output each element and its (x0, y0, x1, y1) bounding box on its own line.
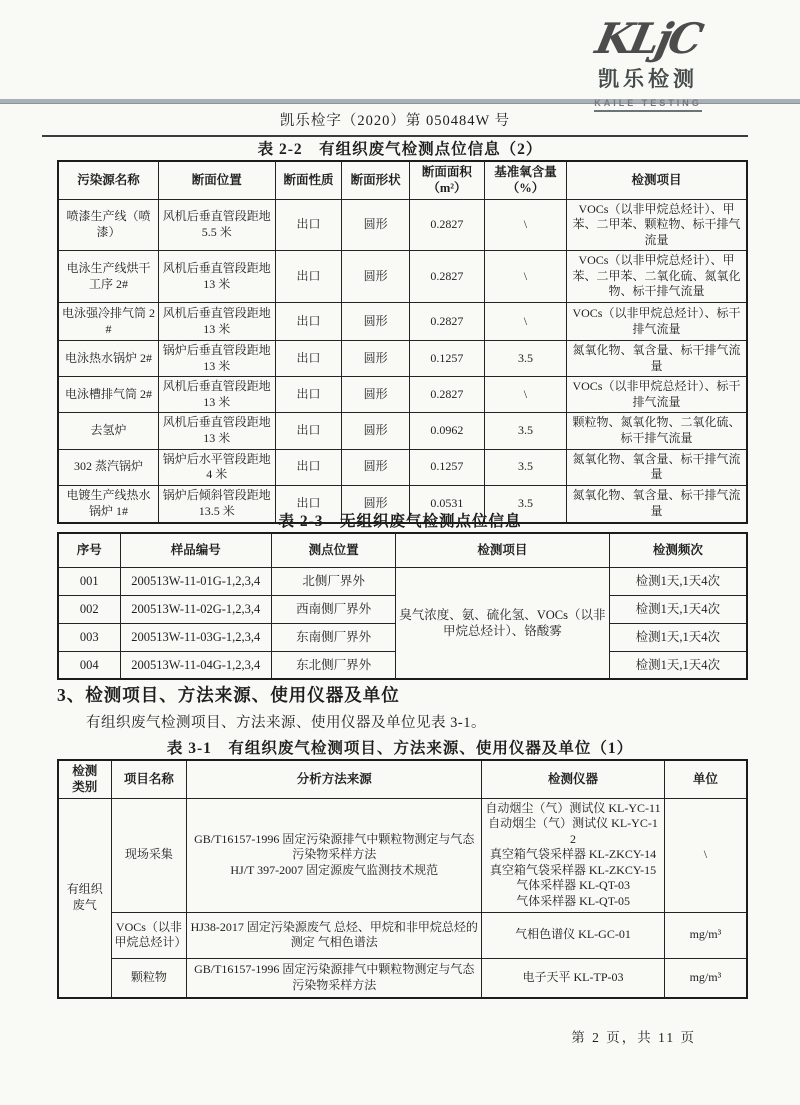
table-cell: mg/m³ (664, 912, 747, 958)
table-cell: 检测1天,1天4次 (609, 623, 747, 651)
table-cell: 电泳强冷排气筒 2# (58, 303, 159, 341)
table-cell: 电泳热水锅炉 2# (58, 341, 159, 377)
table-cell: 现场采集 (111, 798, 187, 912)
table-cell: 东南侧厂界外 (272, 623, 396, 651)
table-cell: 圆形 (342, 341, 410, 377)
table-organized-waste-gas-points (57, 160, 748, 524)
table-cell: 出口 (275, 341, 342, 377)
table-cell: 0.2827 (409, 199, 484, 251)
table-cell: 氮氧化物、氧含量、标干排气流量 (566, 485, 747, 523)
table-cell: 0.2827 (409, 251, 484, 303)
column-header: 单位 (664, 760, 747, 798)
table-cell: 锅炉后倾斜管段距地 13.5 米 (159, 485, 275, 523)
column-header: 污染源名称 (58, 161, 159, 199)
column-header: 检测 类别 (58, 760, 111, 798)
table-cell: 0.0531 (409, 485, 484, 523)
table-cell: VOCs（以非甲烷总烃计）、标干排气流量 (566, 377, 747, 413)
company-logo (548, 14, 748, 112)
column-header: 测点位置 (272, 533, 396, 567)
table-row (58, 199, 747, 251)
table-methods-instruments (57, 759, 748, 999)
table-cell: 氮氧化物、氧含量、标干排气流量 (566, 449, 747, 485)
table-cell: 004 (58, 651, 120, 679)
table-cell: 302 蒸汽锅炉 (58, 449, 159, 485)
table-cell: VOCs（以非甲烷总烃计）、甲苯、二甲苯、颗粒物、标干排气流量 (566, 199, 747, 251)
column-header: 分析方法来源 (187, 760, 482, 798)
table-cell: 200513W-11-02G-1,2,3,4 (120, 595, 272, 623)
table-cell: 喷漆生产线（喷漆） (58, 199, 159, 251)
table-cell: 颗粒物、氮氧化物、二氧化硫、标干排气流量 (566, 413, 747, 449)
section-3-heading: 3、检测项目、方法来源、使用仪器及单位 (57, 685, 400, 705)
column-header: 检测项目 (566, 161, 747, 199)
table-cell: 风机后垂直管段距地 13 米 (159, 303, 275, 341)
table-row (58, 449, 747, 485)
table-cell: 去氢炉 (58, 413, 159, 449)
table-cell: 出口 (275, 199, 342, 251)
table-cell: \ (664, 798, 747, 912)
table-cell: 东北侧厂界外 (272, 651, 396, 679)
table-cell: 001 (58, 567, 120, 595)
table-row (58, 377, 747, 413)
column-header: 样品编号 (120, 533, 272, 567)
table-row (58, 341, 747, 377)
column-header: 检测仪器 (482, 760, 665, 798)
table-cell: mg/m³ (664, 958, 747, 998)
table-cell: 002 (58, 595, 120, 623)
table-cell: \ (484, 377, 566, 413)
column-header: 断面位置 (159, 161, 275, 199)
document-number: 凯乐检字（2020）第 050484W 号 (42, 109, 748, 137)
table-cell: 臭气浓度、氨、硫化氢、VOCs（以非甲烷总烃计）、铬酸雾 (396, 567, 610, 679)
table-cell: 003 (58, 623, 120, 651)
column-header: 断面性质 (275, 161, 342, 199)
column-header: 断面形状 (342, 161, 410, 199)
table-cell: 有组织 废气 (58, 798, 111, 998)
table-cell: \ (484, 199, 566, 251)
table-cell: 出口 (275, 449, 342, 485)
table-cell: 出口 (275, 377, 342, 413)
table-cell: 西南侧厂界外 (272, 595, 396, 623)
table-2-2-title: 表 2-2 有组织废气检测点位信息（2） (257, 141, 543, 158)
header-row (58, 533, 747, 567)
column-header: 断面面积 （m²） (409, 161, 484, 199)
column-header: 基准氧含量 （%） (484, 161, 566, 199)
table-cell: 锅炉后水平管段距地 4 米 (159, 449, 275, 485)
table-cell: 风机后垂直管段距地 13 米 (159, 251, 275, 303)
table-cell: 200513W-11-03G-1,2,3,4 (120, 623, 272, 651)
column-header: 序号 (58, 533, 120, 567)
column-header: 项目名称 (111, 760, 187, 798)
table-cell: 检测1天,1天4次 (609, 567, 747, 595)
table-row (58, 567, 747, 595)
table-cell: 北侧厂界外 (272, 567, 396, 595)
logo-company-name-en: KAILE TESTING (594, 98, 702, 112)
table-row (58, 303, 747, 341)
table-cell: 出口 (275, 413, 342, 449)
table-cell: 圆形 (342, 199, 410, 251)
table-cell: 风机后垂直管段距地 5.5 米 (159, 199, 275, 251)
table-cell: 3.5 (484, 485, 566, 523)
table-cell: 200513W-11-01G-1,2,3,4 (120, 567, 272, 595)
table-cell: 氮氧化物、氧含量、标干排气流量 (566, 341, 747, 377)
header-row (58, 760, 747, 798)
table-cell: 圆形 (342, 485, 410, 523)
table-cell: 3.5 (484, 449, 566, 485)
table-cell: 0.0962 (409, 413, 484, 449)
table-cell: VOCs（以非甲烷总烃计）、甲苯、二甲苯、二氧化硫、氮氧化物、标干排气流量 (566, 251, 747, 303)
table-cell: 电子天平 KL-TP-03 (482, 958, 665, 998)
logo-script-icon: KLjC (591, 14, 705, 63)
column-header: 检测频次 (609, 533, 747, 567)
table-cell: 圆形 (342, 449, 410, 485)
table-row (58, 798, 747, 912)
table-cell: 自动烟尘（气）测试仪 KL-YC-11 自动烟尘（气）测试仪 KL-YC-12 真空箱气袋采样器 KL-ZKCY-14 真空箱气袋采样器 KL-ZKCY-15 气体采样器 KL-QT-03 气体采样器 KL-QT-05 (482, 798, 665, 912)
table-cell: 0.2827 (409, 303, 484, 341)
table-cell: 检测1天,1天4次 (609, 651, 747, 679)
table-cell: 圆形 (342, 251, 410, 303)
logo-company-name: 凯乐检测 (598, 67, 698, 91)
table-row (58, 912, 747, 958)
table-cell: 电泳生产线烘干工序 2# (58, 251, 159, 303)
table-cell: 颗粒物 (111, 958, 187, 998)
table-cell: VOCs（以非甲烷总烃计） (111, 912, 187, 958)
table-cell: HJ38-2017 固定污染源废气 总烃、甲烷和非甲烷总烃的测定 气相色谱法 (187, 912, 482, 958)
table-cell: 电镀生产线热水锅炉 1# (58, 485, 159, 523)
table-cell: 0.2827 (409, 377, 484, 413)
table-cell: 电泳槽排气筒 2# (58, 377, 159, 413)
table-cell: 检测1天,1天4次 (609, 595, 747, 623)
table-cell: 出口 (275, 303, 342, 341)
table-cell: 3.5 (484, 413, 566, 449)
table-cell: 200513W-11-04G-1,2,3,4 (120, 651, 272, 679)
table-cell: 圆形 (342, 303, 410, 341)
table-row (58, 958, 747, 998)
table-row (58, 413, 747, 449)
table-cell: 圆形 (342, 377, 410, 413)
table-cell: \ (484, 303, 566, 341)
table-cell: 0.1257 (409, 449, 484, 485)
table-cell: 风机后垂直管段距地 13 米 (159, 377, 275, 413)
table-unorganized-waste-gas-points (57, 532, 748, 680)
table-cell: VOCs（以非甲烷总烃计）、标干排气流量 (566, 303, 747, 341)
table-cell: GB/T16157-1996 固定污染源排气中颗粒物测定与气态污染物采样方法 (187, 958, 482, 998)
table-cell: 3.5 (484, 341, 566, 377)
table-2-3-title: 表 2-3 无组织废气检测点位信息 (278, 513, 522, 530)
page-number: 第 2 页，共 11 页 (571, 1030, 696, 1045)
table-cell: 出口 (275, 485, 342, 523)
section-3-paragraph: 有组织废气检测项目、方法来源、使用仪器及单位见表 3-1。 (86, 715, 486, 731)
table-cell: 风机后垂直管段距地 13 米 (159, 413, 275, 449)
table-cell: 气相色谱仪 KL-GC-01 (482, 912, 665, 958)
table-cell: 锅炉后垂直管段距地 13 米 (159, 341, 275, 377)
table-cell: 圆形 (342, 413, 410, 449)
header-row (58, 161, 747, 199)
table-cell: 0.1257 (409, 341, 484, 377)
table-cell: 出口 (275, 251, 342, 303)
table-cell: GB/T16157-1996 固定污染源排气中颗粒物测定与气态污染物采样方法 HJ/T 397-2007 固定源废气监测技术规范 (187, 798, 482, 912)
column-header: 检测项目 (396, 533, 610, 567)
table-row (58, 251, 747, 303)
table-3-1-title: 表 3-1 有组织废气检测项目、方法来源、使用仪器及单位（1） (166, 740, 634, 757)
table-cell: \ (484, 251, 566, 303)
